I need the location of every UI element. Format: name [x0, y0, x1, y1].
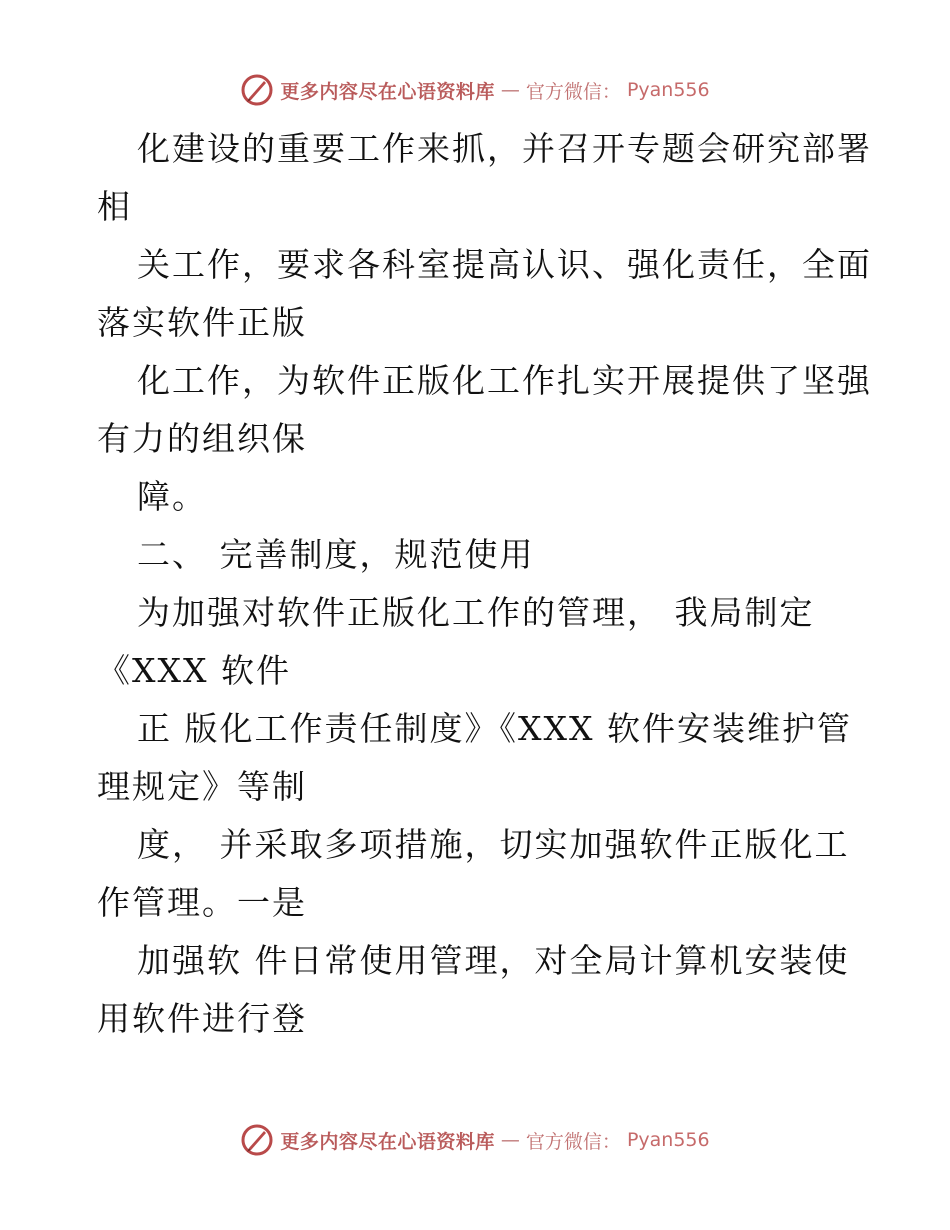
text-line: 《XXX 软件	[97, 651, 291, 690]
text-line: 有力的组织保	[97, 419, 307, 458]
watermark-brand: 更多内容尽在心语资料库	[280, 80, 495, 103]
text-line: 加强软 件日常使用管理，对全局计算机安装使	[137, 941, 850, 980]
text-line: 关工作，要求各科室提高认识、强化责任，全面	[137, 245, 872, 284]
text-line: 二、 完善制度，规范使用	[137, 535, 535, 574]
text-line: 正 版化工作责任制度》《XXX 软件安装维护管	[137, 709, 852, 748]
watermark-label: 官方微信：	[525, 80, 621, 103]
text-line: 为加强对软件正版化工作的管理， 我局制定	[137, 593, 815, 632]
header-watermark	[0, 70, 950, 110]
text-line: 度， 并采取多项措施，切实加强软件正版化工	[137, 825, 850, 864]
text-line: 化建设的重要工作来抓，并召开专题会研究部署	[137, 129, 872, 168]
watermark-label: 官方微信：	[525, 1130, 621, 1153]
watermark-brand: 更多内容尽在心语资料库	[280, 1130, 495, 1153]
text-line: 用软件进行登	[97, 999, 307, 1038]
quill-logo-icon	[240, 73, 274, 107]
watermark-wechat-id: Pyan556	[626, 1129, 710, 1151]
text-line: 理规定》等制	[97, 767, 307, 806]
text-line: 作管理。一是	[97, 883, 307, 922]
text-line: 相	[97, 187, 132, 226]
watermark-separator: —	[500, 79, 520, 101]
quill-logo-icon	[240, 1123, 274, 1157]
watermark-wechat-id: Pyan556	[626, 79, 710, 101]
text-line: 落实软件正版	[97, 303, 307, 342]
text-line: 化工作，为软件正版化工作扎实开展提供了坚强	[137, 361, 872, 400]
text-line: 障。	[137, 477, 207, 516]
document-body	[97, 120, 872, 1048]
footer-watermark	[0, 1120, 950, 1160]
watermark-separator: —	[500, 1129, 520, 1151]
